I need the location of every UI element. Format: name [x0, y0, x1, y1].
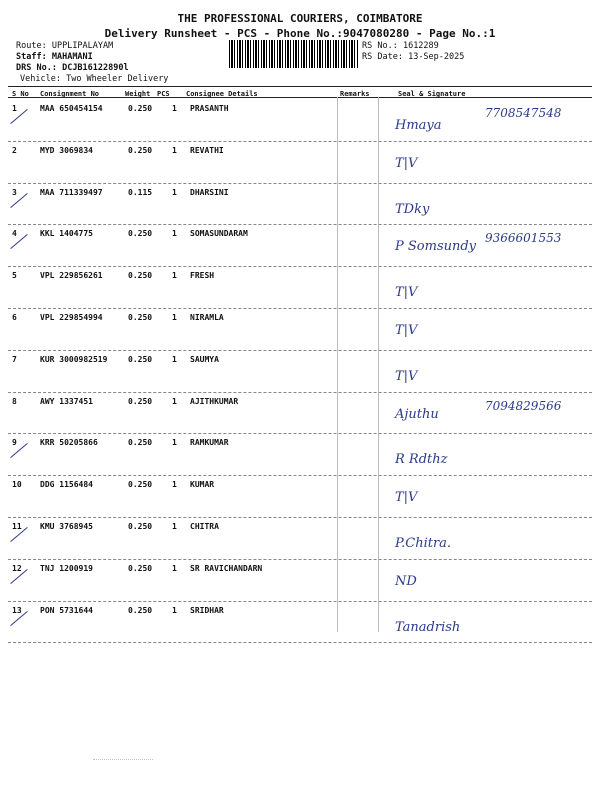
pcs-value: 1 [172, 480, 177, 490]
weight-value: 0.250 [128, 396, 153, 406]
consignment-number: VPL 229856261 [40, 271, 103, 281]
row-sno: 3 [12, 187, 17, 197]
weight-value: 0.250 [128, 271, 153, 281]
table-row [0, 602, 600, 643]
document-subtitle: Delivery Runsheet - PCS - Phone No.:9047080280 - Page No.:1 [104, 27, 496, 40]
handwritten-signature: Ajuthu [395, 406, 439, 422]
staff-label: Staff: [16, 52, 47, 62]
footer-scribble [93, 745, 153, 760]
handwritten-signature: P Somsundy [395, 239, 477, 255]
rs-date-label: RS Date: [362, 52, 403, 62]
handwritten-signature: TDky [395, 201, 430, 217]
row-sno: 4 [12, 229, 17, 239]
handwritten-signature: T|V [395, 155, 418, 171]
row-sno: 10 [12, 480, 22, 490]
consignment-number: TNJ 1200919 [40, 563, 93, 573]
rs-no-label: RS No.: [362, 41, 398, 51]
row-sno: 9 [12, 438, 17, 448]
table-row [0, 267, 600, 308]
consignee-name: SAUMYA [190, 354, 219, 364]
rs-date-value: 13-Sep-2025 [408, 52, 465, 62]
weight-value: 0.250 [128, 522, 153, 531]
pcs-value: 1 [172, 271, 177, 281]
consignment-number: KRR 50205866 [40, 438, 98, 448]
staff-line [16, 52, 93, 62]
rs-no-value: 1612289 [402, 41, 439, 51]
handwritten-signature: T|V [395, 285, 418, 301]
row-sno: 13 [12, 605, 22, 615]
weight-value: 0.250 [128, 563, 153, 573]
row-divider [8, 642, 592, 643]
table-row [0, 518, 600, 559]
route-value: UPPLIPALAYAM [51, 41, 114, 51]
rs-date-line [362, 52, 464, 62]
header-rule-bottom [8, 97, 592, 98]
column-header-consignment: Consignment No [40, 90, 100, 98]
handwritten-phone: 7708547548 [485, 106, 562, 120]
consignment-number: KMU 3768945 [40, 522, 93, 531]
column-header-sno: S No [12, 90, 29, 98]
consignment-number: AWY 1337451 [40, 396, 93, 406]
column-header-weight: Weight [125, 90, 151, 98]
route-label: Route: [16, 41, 47, 51]
column-header-consignee: Consignee Details [186, 90, 258, 98]
row-sno: 7 [12, 354, 17, 364]
staff-value: MAHAMANI [51, 52, 93, 62]
weight-value: 0.250 [128, 354, 153, 364]
table-row [0, 560, 600, 601]
vehicle-label: Vehicle: [20, 74, 61, 84]
consignment-number: MYD 3069834 [40, 145, 93, 155]
consignee-name: RAMKUMAR [190, 438, 229, 448]
drs-value: DCJB16122890l [62, 63, 129, 73]
weight-value: 0.250 [128, 145, 153, 155]
weight-value: 0.115 [128, 187, 153, 197]
consignee-name: KUMAR [190, 480, 215, 490]
route-line [16, 41, 113, 51]
header-rule-top [8, 86, 592, 87]
consignee-name: SR RAVICHANDARN [190, 563, 263, 573]
drs-label: DRS No.: [16, 63, 57, 73]
column-header-remarks: Remarks [340, 90, 370, 98]
consignment-number: MAA 650454154 [40, 104, 103, 113]
handwritten-phone: 9366601553 [485, 231, 562, 246]
consignment-number: KUR 3000982519 [40, 354, 108, 364]
pcs-value: 1 [172, 104, 177, 113]
table-row [0, 100, 600, 141]
consignee-name: SOMASUNDARAM [190, 229, 248, 239]
consignment-number: KKL 1404775 [40, 229, 93, 239]
handwritten-signature: R Rdthz [395, 452, 448, 468]
table-row [0, 309, 600, 350]
consignee-name: FRESH [190, 271, 215, 281]
consignee-name: SRIDHAR [190, 605, 224, 615]
table-row [0, 476, 600, 517]
table-row [0, 393, 600, 434]
pcs-value: 1 [172, 605, 177, 615]
pcs-value: 1 [172, 396, 177, 406]
row-sno: 12 [12, 563, 22, 573]
weight-value: 0.250 [128, 104, 153, 113]
handwritten-signature: T|V [395, 323, 418, 338]
weight-value: 0.250 [128, 313, 153, 322]
handwritten-signature: P.Chitra. [395, 536, 452, 551]
pcs-value: 1 [172, 229, 177, 239]
vehicle-value: Two Wheeler Delivery [66, 74, 169, 84]
row-sno: 1 [12, 104, 17, 113]
weight-value: 0.250 [128, 438, 153, 448]
weight-value: 0.250 [128, 229, 153, 239]
row-sno: 8 [12, 396, 17, 406]
handwritten-phone: 7094829566 [485, 398, 562, 413]
handwritten-signature: Hmaya [395, 118, 442, 133]
handwritten-signature: T|V [395, 368, 418, 384]
pcs-value: 1 [172, 522, 177, 531]
document-title: THE PROFESSIONAL COURIERS, COIMBATORE [177, 12, 423, 25]
consignment-number: VPL 229854994 [40, 313, 103, 322]
consignee-name: NIRAMLA [190, 313, 224, 322]
pcs-value: 1 [172, 313, 177, 322]
handwritten-signature: ND [395, 573, 417, 589]
consignment-number: DDG 1156484 [40, 480, 93, 490]
table-row [0, 225, 600, 266]
column-header-pcs: PCS [157, 90, 170, 98]
consignee-name: CHITRA [190, 522, 219, 531]
weight-value: 0.250 [128, 605, 153, 615]
row-sno: 6 [12, 313, 17, 322]
column-header-signature: Seal & Signature [398, 90, 466, 98]
row-sno: 11 [12, 522, 22, 531]
table-row [0, 184, 600, 225]
pcs-value: 1 [172, 145, 177, 155]
pcs-value: 1 [172, 438, 177, 448]
consignee-name: REVATHI [190, 145, 224, 155]
pcs-value: 1 [172, 187, 177, 197]
consignee-name: DHARSINI [190, 187, 229, 197]
rs-no-line [362, 41, 439, 51]
consignment-number: MAA 711339497 [40, 187, 103, 197]
pcs-value: 1 [172, 354, 177, 364]
table-row [0, 434, 600, 475]
drs-line [16, 63, 129, 73]
row-sno: 2 [12, 145, 17, 155]
vehicle-line [20, 74, 168, 84]
consignment-number: PON 5731644 [40, 605, 93, 615]
consignee-name: AJITHKUMAR [190, 396, 239, 406]
consignee-name: PRASANTH [190, 104, 229, 113]
handwritten-signature: T|V [395, 490, 418, 506]
weight-value: 0.250 [128, 480, 153, 490]
table-row [0, 142, 600, 183]
handwritten-signature: Tanadrish [395, 619, 461, 635]
barcode [229, 40, 359, 68]
row-sno: 5 [12, 271, 17, 281]
pcs-value: 1 [172, 563, 177, 573]
table-row [0, 351, 600, 392]
